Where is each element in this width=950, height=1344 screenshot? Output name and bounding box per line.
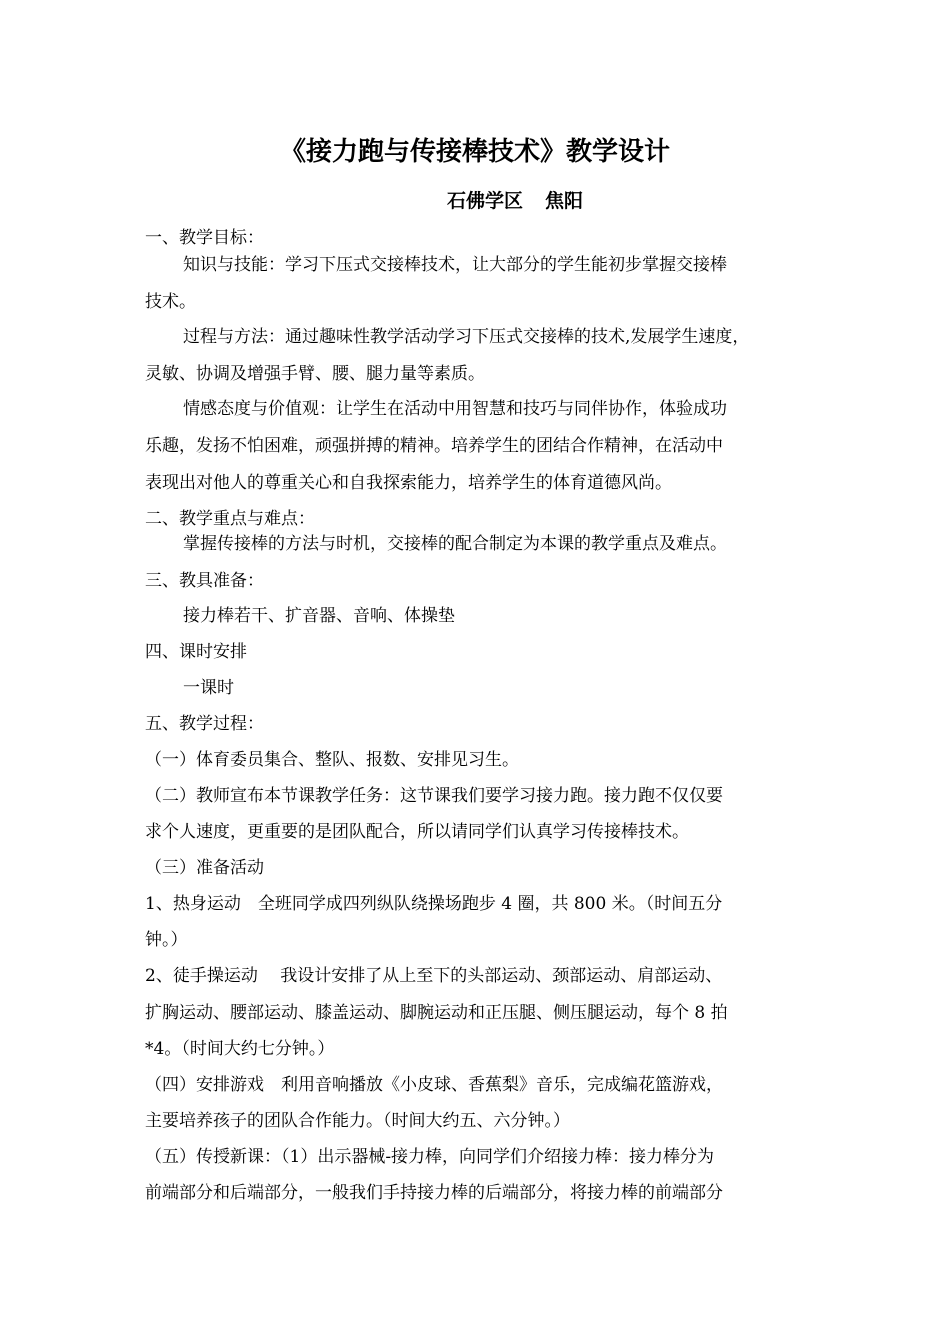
paragraph-line: 求个人速度，更重要的是团队配合，所以请同学们认真学习传接棒技术。 — [145, 822, 689, 842]
paragraph-line: 前端部分和后端部分，一般我们手持接力棒的后端部分，将接力棒的前端部分 — [145, 1183, 723, 1203]
section-heading-schedule: 四、课时安排 — [145, 642, 247, 662]
paragraph-line: 灵敏、协调及增强手臂、腰、腿力量等素质。 — [145, 364, 485, 384]
paragraph-line: 表现出对他人的尊重关心和自我探索能力，培养学生的体育道德风尚。 — [145, 473, 672, 493]
document-author — [0, 188, 950, 214]
paragraph-line: （四）安排游戏 利用音响播放《小皮球、香蕉梨》音乐，完成编花篮游戏， — [145, 1075, 723, 1095]
paragraph-line: 1、热身运动 全班同学成四列纵队绕操场跑步 4 圈，共 800 米。（时间五分 — [145, 894, 723, 914]
section-heading-process: 五、教学过程： — [145, 714, 264, 734]
paragraph-line: 乐趣，发扬不怕困难，顽强拼搏的精神。培养学生的团结合作精神，在活动中 — [145, 436, 723, 456]
paragraph-line: 过程与方法：通过趣味性教学活动学习下压式交接棒的技术,发展学生速度， — [183, 327, 750, 347]
author-name: 焦阳 — [545, 190, 584, 212]
paragraph-line: 2、徒手操运动 我设计安排了从上至下的头部运动、颈部运动、肩部运动、 — [145, 966, 723, 986]
section-heading-materials: 三、教具准备： — [145, 571, 264, 591]
paragraph-line: 主要培养孩子的团队合作能力。（时间大约五、六分钟。） — [145, 1111, 570, 1131]
paragraph-line: *4。（时间大约七分钟。） — [145, 1039, 335, 1059]
paragraph-line: 一课时 — [183, 678, 234, 698]
paragraph-line: 知识与技能：学习下压式交接棒技术，让大部分的学生能初步掌握交接棒 — [183, 255, 727, 275]
paragraph-line: （三）准备活动 — [145, 858, 264, 878]
paragraph-line: 技术。 — [145, 292, 196, 312]
document-title: 《接力跑与传接棒技术》教学设计 — [279, 137, 670, 167]
paragraph-line: 钟。） — [145, 930, 188, 950]
paragraph-line: （一）体育委员集合、整队、报数、安排见习生。 — [145, 750, 519, 770]
section-heading-objectives: 一、教学目标： — [145, 228, 264, 248]
paragraph-line: 情感态度与价值观：让学生在活动中用智慧和技巧与同伴协作，体验成功 — [183, 399, 727, 419]
paragraph-line: 接力棒若干、扩音器、音响、体操垫 — [183, 606, 455, 626]
paragraph-line: 掌握传接棒的方法与时机，交接棒的配合制定为本课的教学重点及难点。 — [183, 534, 727, 554]
paragraph-line: 扩胸运动、腰部运动、膝盖运动、脚腕运动和正压腿、侧压腿运动，每个 8 拍 — [145, 1003, 728, 1023]
author-district: 石佛学区 — [446, 190, 523, 212]
section-heading-key-points: 二、教学重点与难点： — [145, 509, 315, 529]
paragraph-line: （二）教师宣布本节课教学任务：这节课我们要学习接力跑。接力跑不仅仅要 — [145, 786, 723, 806]
paragraph-line: （五）传授新课：（1）出示器械-接力棒，向同学们介绍接力棒：接力棒分为 — [145, 1147, 715, 1167]
